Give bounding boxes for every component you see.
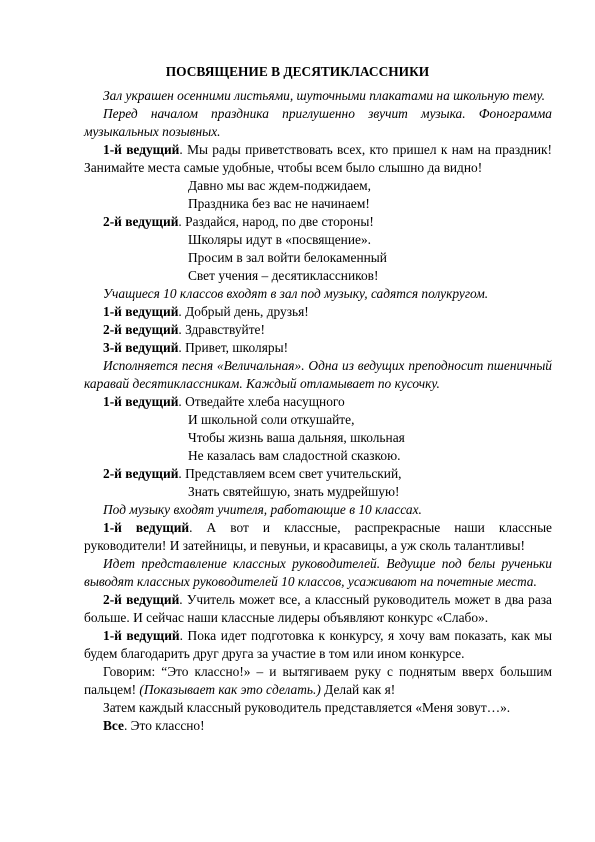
stage-direction: Исполняется песня «Величальная». Одна из ведущих преподносит пшеничный каравай десятиклассникам. Каждый отламывает по кусочку. [84,358,552,391]
speech-text: . Здравствуйте! [178,322,265,337]
stage-direction: Учащиеся 10 классов входят в зал под музыку, садятся полукругом. [103,286,489,301]
dialogue-line [84,213,552,231]
speech-text: . Раздайся, народ, по две стороны! [178,214,374,229]
verse-line: Давно мы вас ждем-поджидаем, [188,178,371,193]
dialogue-line [84,141,552,177]
verse-line: Просим в зал войти белокаменный [188,250,387,265]
speech-text: . Учитель может все, а классный руководитель может в два раза больше. И сейчас наши классные лидеры объявляют конкурс «Слабо». [84,592,553,625]
dialogue-line [84,519,552,555]
stage-direction: Зал украшен осенними листьями, шуточными плакатами на школьную тему. [103,88,545,103]
speaker-label: 2-й ведущий [103,466,179,481]
verse-line: И школьной соли откушайте, [188,412,355,427]
verse-line: Праздника без вас не начинаем! [188,196,370,211]
speaker-label: 1-й ведущий [103,142,180,157]
document-body [84,87,552,735]
dialogue-line [84,465,552,483]
dialogue-line [84,591,552,627]
dialogue-line: Затем каждый классный руководитель представляется «Меня зовут…». [103,700,511,715]
verse-line: Школяры идут в «посвящение». [188,232,371,247]
verse-line: Свет учения – десятиклассников! [188,268,379,283]
dialogue-line [84,663,552,699]
speaker-label: 1-й ведущий [103,628,180,643]
speaker-label: 3-й ведущий [103,340,179,355]
speech-text: . Пока идет подготовка к конкурсу, я хочу вам показать, как мы будем благодарить друг друга за участие в том или ином конкурсе. [84,628,552,661]
document-title: ПОСВЯЩЕНИЕ В ДЕСЯТИКЛАССНИКИ [165,64,430,79]
speaker-label: 1-й ведущий [103,304,179,319]
speech-text: Делай как я! [320,682,396,697]
speech-text: . Привет, школяры! [178,340,289,355]
stage-direction: Под музыку входят учителя, работающие в 10 классах. [103,502,422,517]
inline-stage-direction: (Показывает как это сделать.) [139,682,321,697]
speech-text: Говорим: “Это классно!» – и вытягиваем руку с поднятым вверх большим пальцем! [84,664,552,697]
speech-text: . Это классно! [123,718,205,733]
dialogue-line [84,339,552,357]
speech-text: . Представляем всем свет учительский, [178,466,402,481]
dialogue-line [84,717,552,735]
stage-direction: Идет представление классных руководителей. Ведущие под белы рученьки выводят классных руководителей 10 классов, усаживают на почетные места. [84,556,552,589]
verse-line: Чтобы жизнь ваша дальняя, школьная [188,430,405,445]
dialogue-line [84,303,552,321]
speaker-label: 2-й ведущий [103,592,180,607]
dialogue-line [84,627,552,663]
verse-line: Знать святейшую, знать мудрейшую! [188,484,400,499]
speaker-label: 1-й ведущий [103,394,179,409]
speech-text: . Добрый день, друзья! [178,304,309,319]
speaker-label: 2-й ведущий [103,214,179,229]
speech-text: . Отведайте хлеба насущного [178,394,345,409]
dialogue-line [84,393,552,411]
speech-text: . Мы рады приветствовать всех, кто пришел к нам на праздник! Занимайте места самые удобные, чтобы всем было слышно да видно! [84,142,552,175]
speaker-label: 1-й ведущий [103,520,190,535]
dialogue-line [84,321,552,339]
stage-direction: Перед началом праздника приглушенно звучит музыка. Фонограмма музыкальных позывных. [84,106,552,139]
speaker-label: 2-й ведущий [103,322,179,337]
verse-line: Не казалась вам сладостной сказкою. [188,448,401,463]
speaker-label: Все [103,718,124,733]
speech-text: . А вот и классные, распрекрасные наши классные руководители! И затейницы, и певуньи, и красавицы, а уж сколь талантливы! [84,520,553,553]
